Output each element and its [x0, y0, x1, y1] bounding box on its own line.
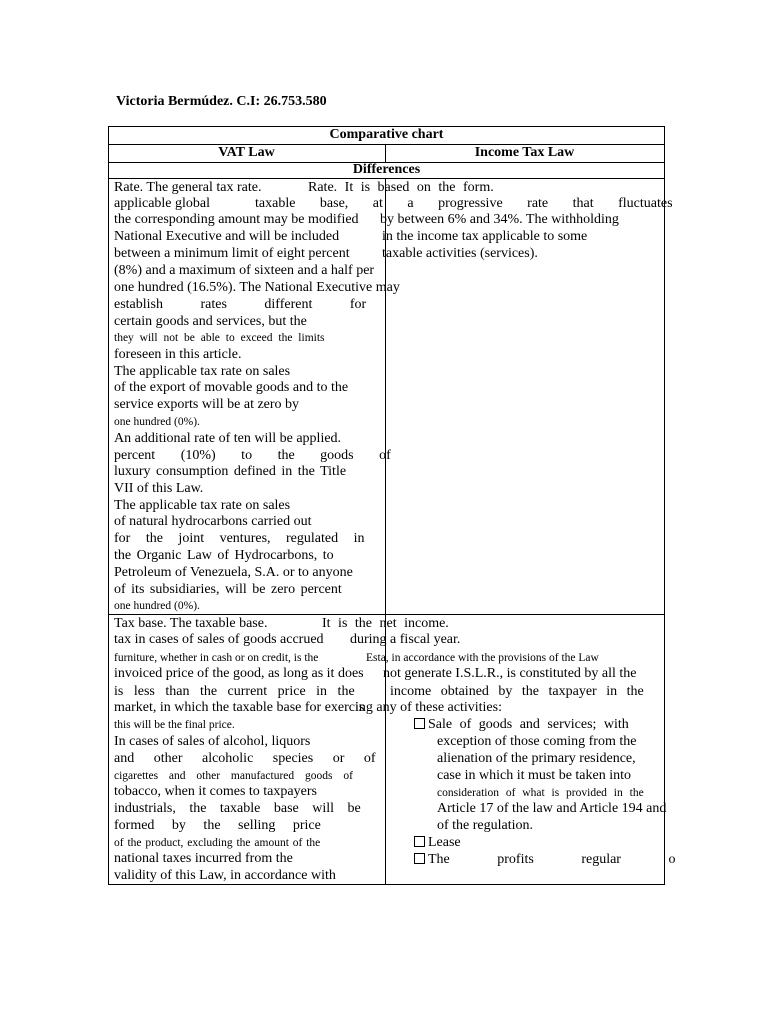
text-line: The profits regular o: [428, 852, 676, 867]
text-line: in the income tax applicable to some: [382, 229, 588, 244]
text-line: service exports will be at zero by: [114, 397, 300, 412]
checkbox-bullet-icon: [414, 853, 425, 864]
text-line: consideration of what is provided in the: [437, 787, 644, 799]
table-border-bottom: [108, 884, 665, 885]
text-line: invoiced price of the good, as long as it does: [114, 666, 364, 681]
text-line: market, in which the taxable base for exercis: [114, 700, 365, 715]
text-line: of natural hydrocarbons carried out: [114, 514, 312, 529]
table-border-right: [664, 126, 665, 885]
bullet-item: [414, 835, 461, 851]
text-line: tax in cases of sales of goods accrued: [114, 632, 324, 647]
text-line: this will be the final price.: [114, 719, 235, 731]
text-line: foreseen in this article.: [114, 347, 242, 362]
checkbox-bullet-icon: [414, 718, 425, 729]
text-line: the corresponding amount may be modified: [114, 212, 359, 227]
text-line: one hundred (16.5%). The National Executive may: [114, 280, 400, 295]
text-line: Sale of goods and services; with: [428, 717, 629, 732]
text-line: furniture, whether in cash or on credit, is the: [114, 652, 319, 664]
text-line: Tax base. The taxable base.: [114, 616, 268, 631]
text-line: income obtained by the taxpayer in the: [390, 684, 644, 699]
column-header-vat: VAT Law: [218, 145, 275, 160]
text-line: for the joint ventures, regulated in: [114, 531, 365, 546]
bullet-item: [414, 852, 675, 868]
table-title: Comparative chart: [329, 127, 444, 142]
text-line: VII of this Law.: [114, 481, 204, 496]
text-line: Esta, in accordance with the provisions of the Law: [366, 652, 599, 664]
table-border-left: [108, 126, 109, 885]
text-line: of the export of movable goods and to the: [114, 380, 349, 395]
text-line: during a fiscal year.: [350, 632, 461, 647]
text-line: (8%) and a maximum of sixteen and a half per: [114, 263, 375, 278]
text-line: An additional rate of ten will be applied.: [114, 431, 342, 446]
text-line: Article 17 of the law and Article 194 and: [437, 801, 667, 816]
text-line: is less than the current price in the: [114, 684, 355, 699]
bullet-item: [414, 717, 629, 733]
text-line: applicable global: [114, 196, 211, 211]
text-line: and other alcoholic species or of: [114, 751, 376, 766]
text-line: Rate. The general tax rate.: [114, 180, 262, 195]
text-line: In cases of sales of alcohol, liquors: [114, 734, 311, 749]
text-line: one hundred (0%).: [114, 416, 200, 428]
author-line: Victoria Bermúdez. C.I: 26.753.580: [116, 94, 327, 109]
text-line: ing any of these activities:: [355, 700, 502, 715]
text-line: they will not be able to exceed the limits: [114, 332, 325, 344]
section-header-differences: Differences: [352, 162, 421, 177]
text-line: taxable base, at a progressive rate that fluctuates: [255, 196, 673, 211]
text-line: industrials, the taxable base will be: [114, 801, 361, 816]
text-line: of its subsidiaries, will be zero percent: [114, 582, 342, 597]
text-line: national taxes incurred from the: [114, 851, 293, 866]
checkbox-bullet-icon: [414, 836, 425, 847]
text-line: taxable activities (services).: [382, 246, 538, 261]
text-line: exception of those coming from the: [437, 734, 637, 749]
text-line: establish rates different for: [114, 297, 367, 312]
text-line: It is the net income.: [322, 616, 449, 631]
text-line: percent (10%) to the goods of: [114, 448, 391, 463]
text-line: cigarettes and other manufactured goods of: [114, 770, 353, 782]
column-header-income: Income Tax Law: [474, 145, 575, 160]
text-line: certain goods and services, but the: [114, 314, 307, 329]
text-line: alienation of the primary residence,: [437, 751, 636, 766]
text-line: case in which it must be taken into: [437, 768, 632, 783]
text-line: Rate. It is based on the form.: [308, 180, 494, 195]
text-line: Lease: [428, 835, 461, 850]
text-line: The applicable tax rate on sales: [114, 364, 291, 379]
table-rule-section: [108, 178, 665, 179]
text-line: National Executive and will be included: [114, 229, 340, 244]
text-line: formed by the selling price: [114, 818, 321, 833]
text-line: validity of this Law, in accordance with: [114, 868, 336, 883]
text-line: of the product, excluding the amount of the: [114, 837, 321, 849]
text-line: one hundred (0%).: [114, 600, 200, 612]
text-line: luxury consumption defined in the Title: [114, 464, 347, 479]
table-rule-row1: [108, 614, 665, 615]
text-line: by between 6% and 34%. The withholding: [380, 212, 619, 227]
text-line: Petroleum of Venezuela, S.A. or to anyone: [114, 565, 353, 580]
text-line: of the regulation.: [437, 818, 534, 833]
text-line: between a minimum limit of eight percent: [114, 246, 350, 261]
text-line: The applicable tax rate on sales: [114, 498, 291, 513]
text-line: not generate I.S.L.R., is constituted by all the: [383, 666, 637, 681]
text-line: the Organic Law of Hydrocarbons, to: [114, 548, 334, 563]
text-line: tobacco, when it comes to taxpayers: [114, 784, 317, 799]
